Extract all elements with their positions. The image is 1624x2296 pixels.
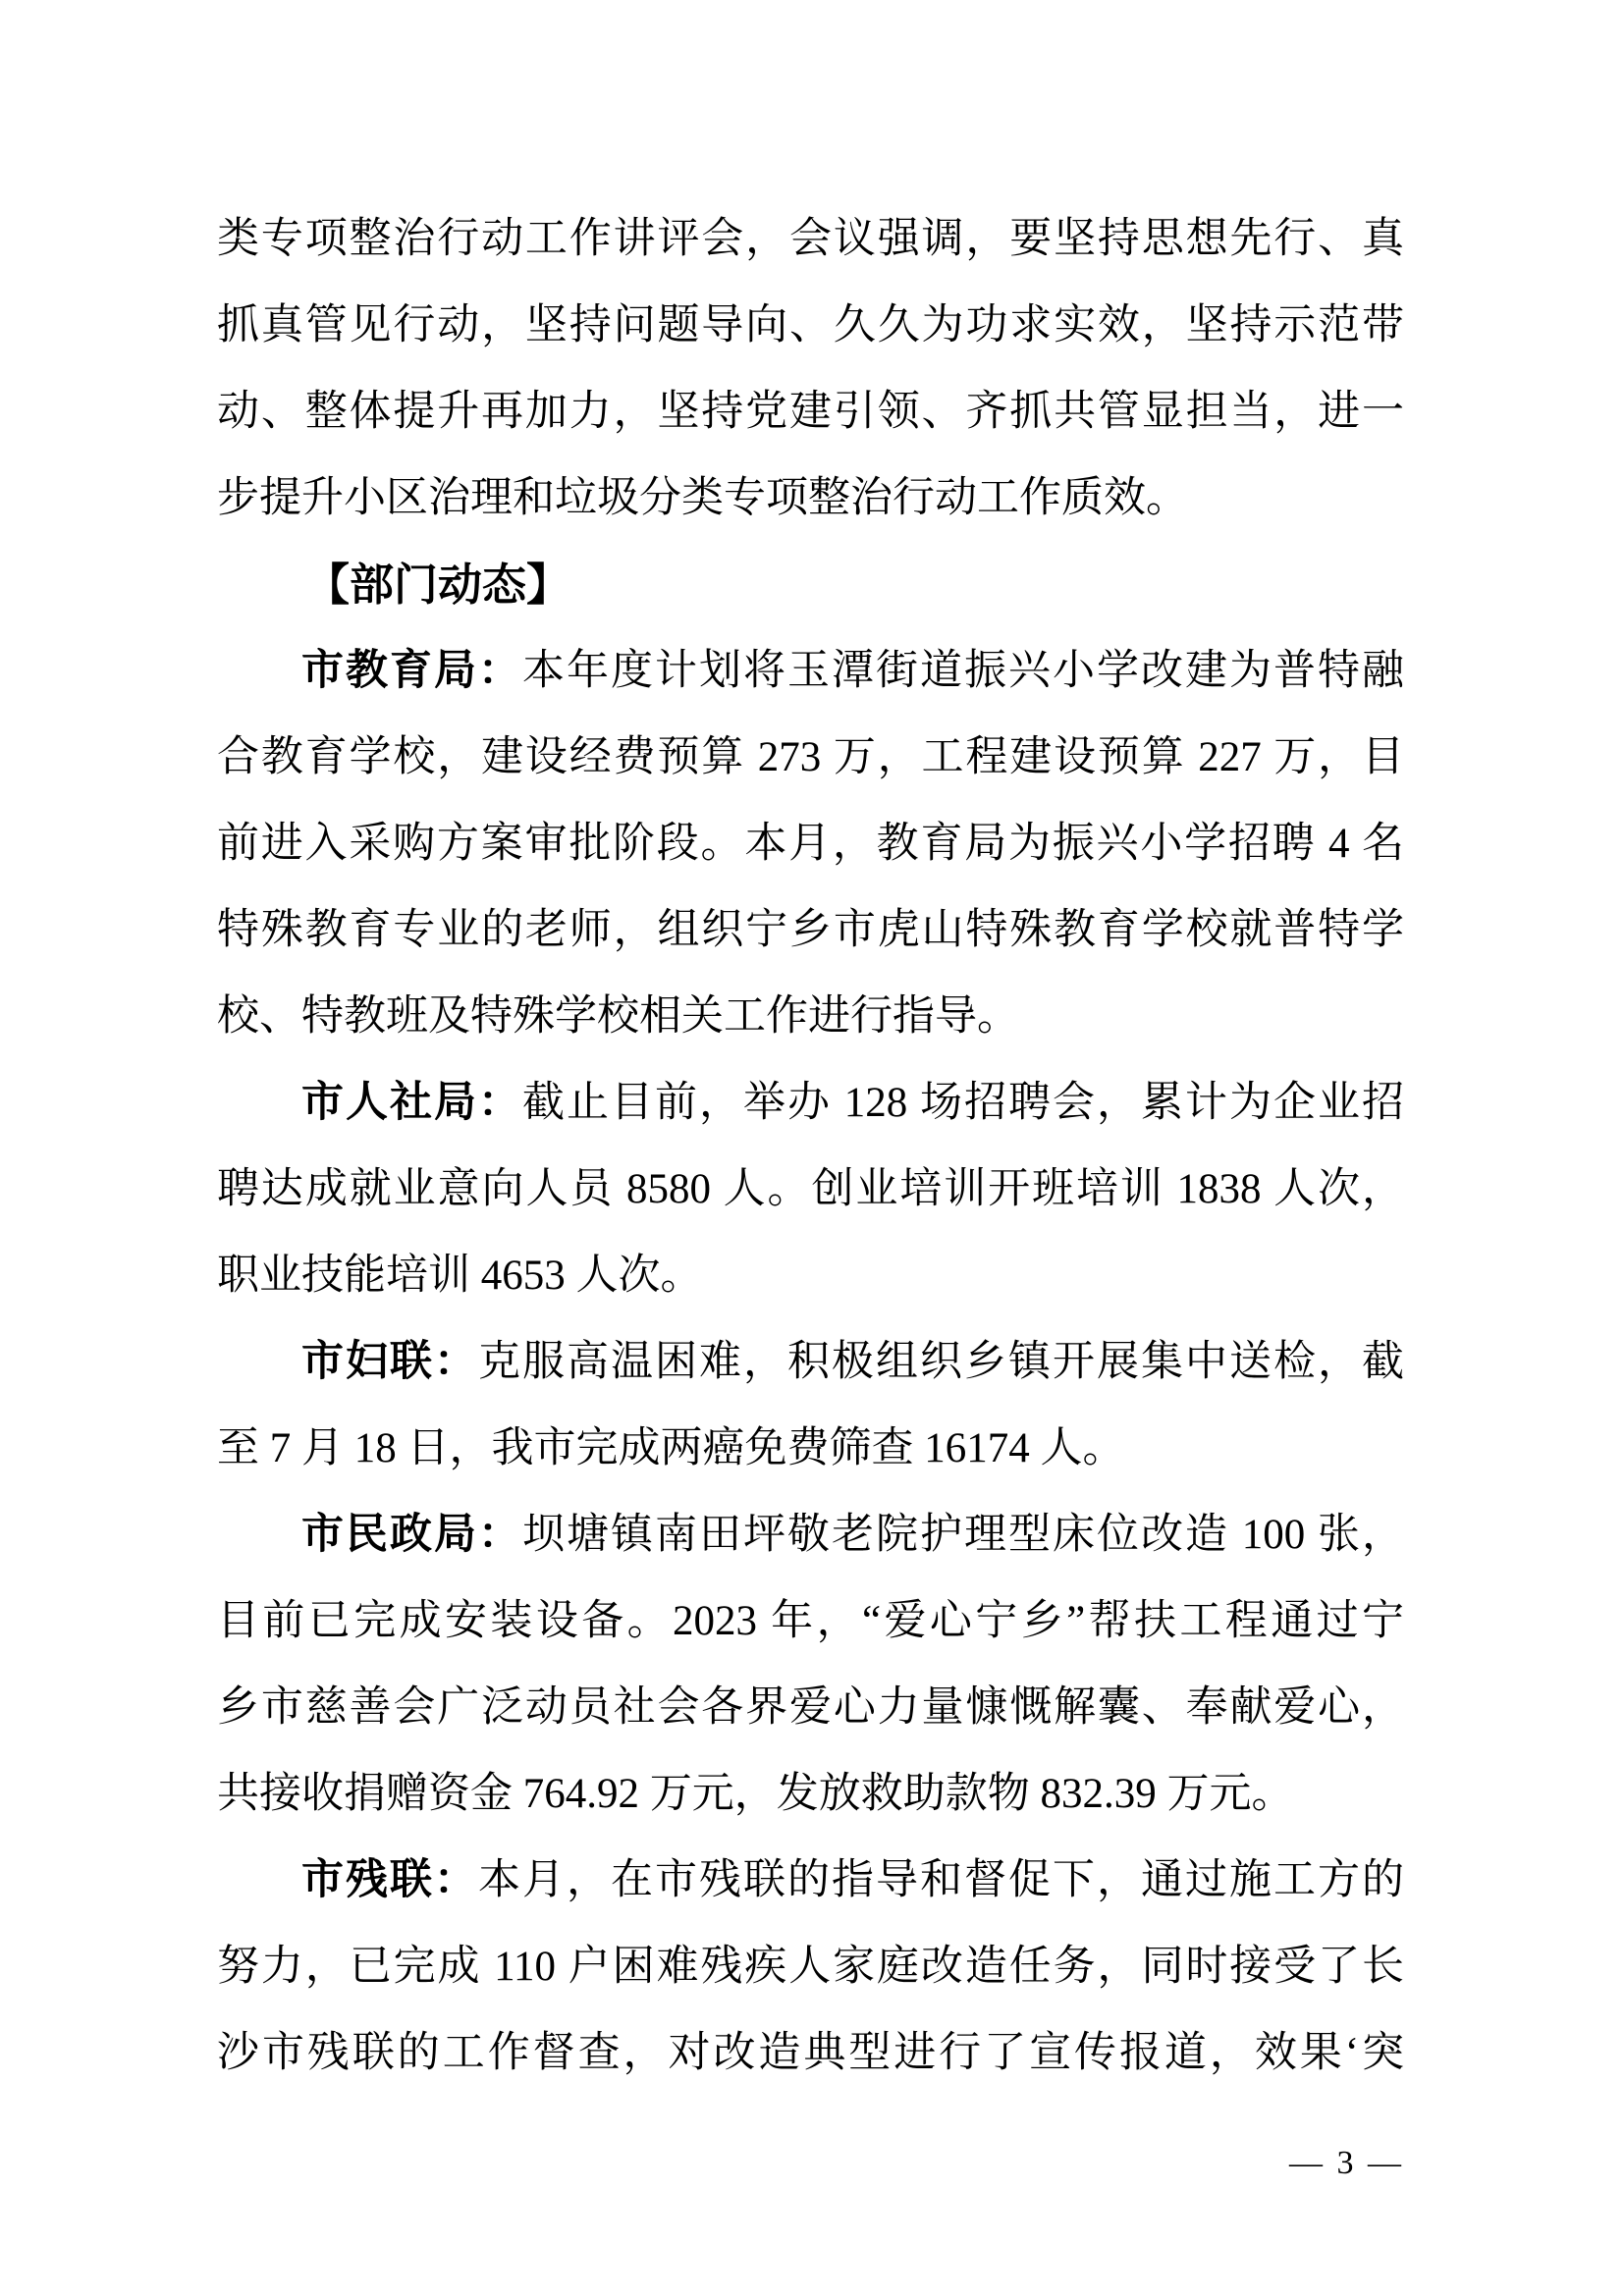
body-line <box>217 1838 1404 1924</box>
paragraph-lead: 市人社局： <box>301 1080 522 1126</box>
body-line <box>217 1492 1404 1578</box>
line-text: 合教育学校，建设经费预算 273 万，工程建设预算 227 万，目 <box>217 734 1404 780</box>
paragraph-lead: 市妇联： <box>301 1339 478 1385</box>
body-line <box>217 1406 1404 1492</box>
body-line <box>217 628 1404 715</box>
body-line <box>217 369 1404 455</box>
body-line <box>217 283 1404 369</box>
body-line <box>217 1665 1404 1751</box>
line-text: 截止目前，举办 128 场招聘会，累计为企业招 <box>522 1080 1404 1126</box>
line-text: 抓真管见行动，坚持问题导向、久久为功求实效，坚持示范带 <box>217 302 1404 348</box>
body-line <box>217 1147 1404 1233</box>
paragraph-lead: 市教育局： <box>301 648 522 694</box>
line-text: 沙市残联的工作督查，对改造典型进行了宣传报道，效果‘突 <box>217 2030 1404 2076</box>
line-text: 聘达成就业意向人员 8580 人。创业培训开班培训 1838 人次， <box>217 1166 1404 1212</box>
paragraph-lead: 市残联： <box>301 1857 478 1903</box>
body-line <box>217 455 1404 542</box>
line-text: 动、整体提升再加力，坚持党建引领、齐抓共管显担当，进一 <box>217 389 1404 435</box>
page-number: — 3 — <box>1289 2145 1404 2181</box>
body-line <box>217 974 1404 1060</box>
line-text: 坝塘镇南田坪敬老院护理型床位改造 100 张， <box>522 1512 1404 1558</box>
line-text: 校、特教班及特殊学校相关工作进行指导。 <box>217 993 1019 1040</box>
body-line <box>217 1578 1404 1665</box>
line-text: 努力，已完成 110 户困难残疾人家庭改造任务，同时接受了长 <box>217 1944 1404 1990</box>
line-text: 本年度计划将玉潭街道振兴小学改建为普特融 <box>522 648 1404 694</box>
document-body <box>217 196 1404 2097</box>
line-text: 类专项整治行动工作讲评会，会议强调，要坚持思想先行、真 <box>217 216 1404 262</box>
line-text: 职业技能培训 4653 人次。 <box>217 1253 703 1299</box>
line-text: 前进入采购方案审批阶段。本月，教育局为振兴小学招聘 4 名 <box>217 821 1404 867</box>
body-line <box>217 1060 1404 1147</box>
line-text: 特殊教育专业的老师，组织宁乡市虎山特殊教育学校就普特学 <box>217 907 1404 953</box>
line-text: 本月，在市残联的指导和督促下，通过施工方的 <box>478 1857 1404 1903</box>
paragraph-lead: 市民政局： <box>301 1512 522 1558</box>
line-text: 目前已完成安装设备。2023 年，“爱心宁乡”帮扶工程通过宁 <box>217 1598 1404 1644</box>
body-line <box>217 887 1404 974</box>
body-line <box>217 196 1404 283</box>
line-text: 乡市慈善会广泛动员社会各界爱心力量慷慨解囊、奉献爱心， <box>217 1684 1404 1731</box>
line-text: 步提升小区治理和垃圾分类专项整治行动工作质效。 <box>217 475 1188 521</box>
section-header <box>217 542 1404 628</box>
line-text: 克服高温困难，积极组织乡镇开展集中送检，截 <box>478 1339 1404 1385</box>
body-line <box>217 1319 1404 1406</box>
body-line <box>217 1924 1404 2010</box>
line-text: 至 7 月 18 日，我市完成两癌免费筛查 16174 人。 <box>217 1425 1125 1471</box>
body-line <box>217 801 1404 887</box>
body-line <box>217 1751 1404 1838</box>
section-header-text: 【部门动态】 <box>305 561 571 610</box>
body-line <box>217 2010 1404 2097</box>
body-line <box>217 1233 1404 1319</box>
line-text: 共接收捐赠资金 764.92 万元，发放救助款物 832.39 万元。 <box>217 1771 1294 1817</box>
body-line <box>217 715 1404 801</box>
